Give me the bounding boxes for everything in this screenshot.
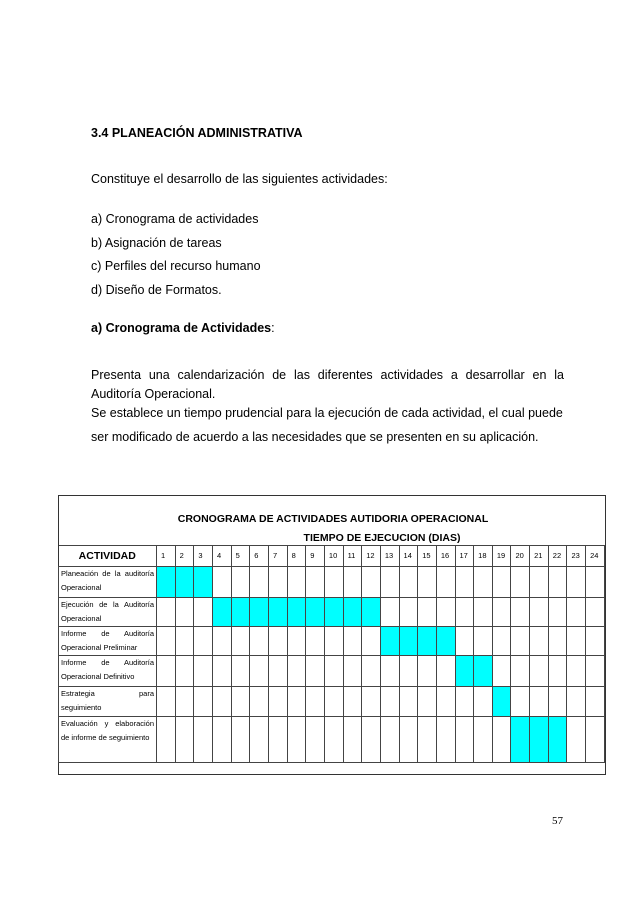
day-cell [548, 567, 567, 598]
day-cell [511, 567, 530, 598]
day-cell [492, 656, 511, 687]
day-header: 8 [287, 546, 306, 567]
day-header: 24 [586, 546, 605, 567]
active-day-cell [212, 598, 231, 627]
day-header: 19 [492, 546, 511, 567]
day-cell [530, 627, 549, 656]
day-cell [175, 656, 194, 687]
active-day-cell [157, 567, 176, 598]
day-cell [474, 567, 493, 598]
schedule-grid [58, 545, 605, 763]
day-header: 20 [511, 546, 530, 567]
list-item: d) Diseño de Formatos. [91, 283, 222, 297]
day-cell [157, 717, 176, 763]
activity-name: Informe de Auditoría Operacional Preliminar [59, 627, 157, 656]
day-cell [250, 567, 269, 598]
day-cell [548, 627, 567, 656]
day-cell [343, 687, 362, 717]
day-cell [511, 598, 530, 627]
day-cell [306, 717, 325, 763]
active-day-cell [455, 656, 474, 687]
day-cell [399, 717, 418, 763]
day-cell [306, 567, 325, 598]
day-cell [586, 687, 605, 717]
list-item: a) Cronograma de actividades [91, 212, 259, 226]
day-cell [231, 687, 250, 717]
day-cell [586, 656, 605, 687]
page-number: 57 [552, 815, 563, 827]
active-day-cell [436, 627, 455, 656]
day-cell [530, 567, 549, 598]
day-cell [268, 627, 287, 656]
day-header: 21 [530, 546, 549, 567]
day-cell [324, 656, 343, 687]
active-day-cell [287, 598, 306, 627]
day-cell [511, 627, 530, 656]
day-cell [492, 627, 511, 656]
activity-row [59, 627, 605, 656]
day-cell [362, 687, 381, 717]
day-cell [530, 598, 549, 627]
day-cell [380, 717, 399, 763]
activity-name: Evaluación y elaboración de informe de seguimiento [59, 717, 157, 763]
day-cell [380, 567, 399, 598]
day-cell [567, 627, 586, 656]
list-item: c) Perfiles del recurso humano [91, 259, 261, 273]
subsection-label: a) Cronograma de Actividades [91, 321, 272, 335]
day-header: 13 [380, 546, 399, 567]
active-day-cell [231, 598, 250, 627]
day-cell [418, 656, 437, 687]
day-cell [399, 598, 418, 627]
day-cell [157, 598, 176, 627]
day-cell [399, 656, 418, 687]
day-cell [212, 717, 231, 763]
paragraph-line: ser modificado de acuerdo a las necesidades que se presenten en su aplicación. [91, 430, 539, 444]
day-cell [586, 717, 605, 763]
day-cell [530, 656, 549, 687]
day-cell [268, 687, 287, 717]
day-cell [399, 567, 418, 598]
day-cell [268, 567, 287, 598]
activity-row [59, 687, 605, 717]
day-cell [194, 598, 213, 627]
day-cell [492, 717, 511, 763]
activity-name: Ejecución de la Auditoría Operacional [59, 598, 157, 627]
day-cell [362, 627, 381, 656]
active-day-cell [268, 598, 287, 627]
day-cell [268, 717, 287, 763]
day-cell [212, 567, 231, 598]
day-cell [586, 627, 605, 656]
day-cell [436, 598, 455, 627]
day-cell [231, 717, 250, 763]
day-cell [567, 598, 586, 627]
day-header: 14 [399, 546, 418, 567]
day-cell [157, 656, 176, 687]
paragraph-line: Se establece un tiempo prudencial para la ejecución de cada actividad, el cual puede [91, 406, 563, 420]
active-day-cell [511, 717, 530, 763]
day-cell [586, 598, 605, 627]
day-cell [586, 567, 605, 598]
day-cell [455, 717, 474, 763]
schedule-title: CRONOGRAMA DE ACTIVIDADES AUTIDORIA OPERACIONAL [177, 513, 489, 525]
active-day-cell [418, 627, 437, 656]
day-cell [492, 598, 511, 627]
day-cell [362, 567, 381, 598]
day-cell [567, 656, 586, 687]
day-cell [492, 567, 511, 598]
day-header: 12 [362, 546, 381, 567]
active-day-cell [306, 598, 325, 627]
activity-row [59, 717, 605, 763]
day-cell [343, 627, 362, 656]
day-cell [511, 687, 530, 717]
section-title: 3.4 PLANEACIÓN ADMINISTRATIVA [91, 126, 303, 140]
day-cell [343, 656, 362, 687]
day-cell [548, 598, 567, 627]
day-cell [418, 598, 437, 627]
day-cell [474, 687, 493, 717]
list-item: b) Asignación de tareas [91, 236, 222, 250]
day-cell [231, 656, 250, 687]
day-cell [212, 687, 231, 717]
schedule-subtitle: TIEMPO DE EJECUCION (DIAS) [303, 532, 461, 544]
day-cell [306, 656, 325, 687]
day-header: 22 [548, 546, 567, 567]
day-cell [287, 687, 306, 717]
day-cell [175, 598, 194, 627]
day-cell [548, 687, 567, 717]
active-day-cell [399, 627, 418, 656]
active-day-cell [474, 656, 493, 687]
day-cell [436, 687, 455, 717]
day-cell [306, 687, 325, 717]
day-cell [343, 717, 362, 763]
day-cell [324, 717, 343, 763]
day-header: 4 [212, 546, 231, 567]
day-cell [287, 656, 306, 687]
day-header: 5 [231, 546, 250, 567]
day-cell [380, 687, 399, 717]
day-cell [474, 717, 493, 763]
day-header: 17 [455, 546, 474, 567]
day-cell [474, 598, 493, 627]
day-cell [250, 717, 269, 763]
active-day-cell [362, 598, 381, 627]
day-cell [418, 717, 437, 763]
day-cell [567, 717, 586, 763]
subsection-suffix: : [271, 321, 275, 335]
activity-name: Informe de Auditoría Operacional Definitivo [59, 656, 157, 687]
day-cell [436, 567, 455, 598]
day-cell [455, 598, 474, 627]
day-cell [194, 687, 213, 717]
day-cell [231, 627, 250, 656]
day-header: 2 [175, 546, 194, 567]
day-cell [530, 687, 549, 717]
day-cell [362, 717, 381, 763]
day-header: 1 [157, 546, 176, 567]
activity-row [59, 567, 605, 598]
active-day-cell [194, 567, 213, 598]
day-cell [436, 656, 455, 687]
day-header: 15 [418, 546, 437, 567]
activity-row [59, 598, 605, 627]
day-cell [343, 567, 362, 598]
day-cell [436, 717, 455, 763]
day-cell [455, 687, 474, 717]
day-cell [287, 717, 306, 763]
activity-name: Planeación de la auditoría Operacional [59, 567, 157, 598]
day-cell [175, 687, 194, 717]
day-cell [212, 627, 231, 656]
day-cell [287, 567, 306, 598]
day-cell [418, 567, 437, 598]
day-cell [194, 627, 213, 656]
day-cell [324, 567, 343, 598]
active-day-cell [324, 598, 343, 627]
active-day-cell [530, 717, 549, 763]
day-header: 3 [194, 546, 213, 567]
day-header: 9 [306, 546, 325, 567]
day-cell [324, 687, 343, 717]
day-cell [287, 627, 306, 656]
paragraph-line: Presenta una calendarización de las diferentes actividades a desarrollar en la [91, 368, 564, 382]
day-header: 10 [324, 546, 343, 567]
day-header: 23 [567, 546, 586, 567]
day-cell [380, 598, 399, 627]
activity-name: Estrategia para seguimiento [59, 687, 157, 717]
day-header: 16 [436, 546, 455, 567]
day-cell [175, 627, 194, 656]
day-cell [418, 687, 437, 717]
day-cell [548, 656, 567, 687]
schedule-header-row [59, 546, 605, 567]
day-header: 18 [474, 546, 493, 567]
active-day-cell [380, 627, 399, 656]
day-cell [511, 656, 530, 687]
day-cell [157, 687, 176, 717]
activity-row [59, 656, 605, 687]
day-cell [212, 656, 231, 687]
day-cell [231, 567, 250, 598]
day-header: 11 [343, 546, 362, 567]
day-cell [268, 656, 287, 687]
day-cell [306, 627, 325, 656]
day-cell [455, 567, 474, 598]
day-cell [474, 627, 493, 656]
day-cell [567, 687, 586, 717]
day-cell [250, 627, 269, 656]
active-day-cell [343, 598, 362, 627]
day-cell [567, 567, 586, 598]
intro-text: Constituye el desarrollo de las siguientes actividades: [91, 172, 388, 186]
day-cell [250, 687, 269, 717]
active-day-cell [492, 687, 511, 717]
day-header: 6 [250, 546, 269, 567]
day-cell [194, 656, 213, 687]
day-header: 7 [268, 546, 287, 567]
paragraph-line: Auditoría Operacional. [91, 387, 216, 401]
day-cell [399, 687, 418, 717]
day-cell [250, 656, 269, 687]
day-cell [455, 627, 474, 656]
active-day-cell [175, 567, 194, 598]
day-cell [157, 627, 176, 656]
active-day-cell [548, 717, 567, 763]
subsection-heading [91, 321, 275, 335]
day-cell [362, 656, 381, 687]
active-day-cell [250, 598, 269, 627]
day-cell [175, 717, 194, 763]
day-cell [324, 627, 343, 656]
day-cell [380, 656, 399, 687]
activity-header: ACTIVIDAD [59, 546, 157, 567]
day-cell [194, 717, 213, 763]
